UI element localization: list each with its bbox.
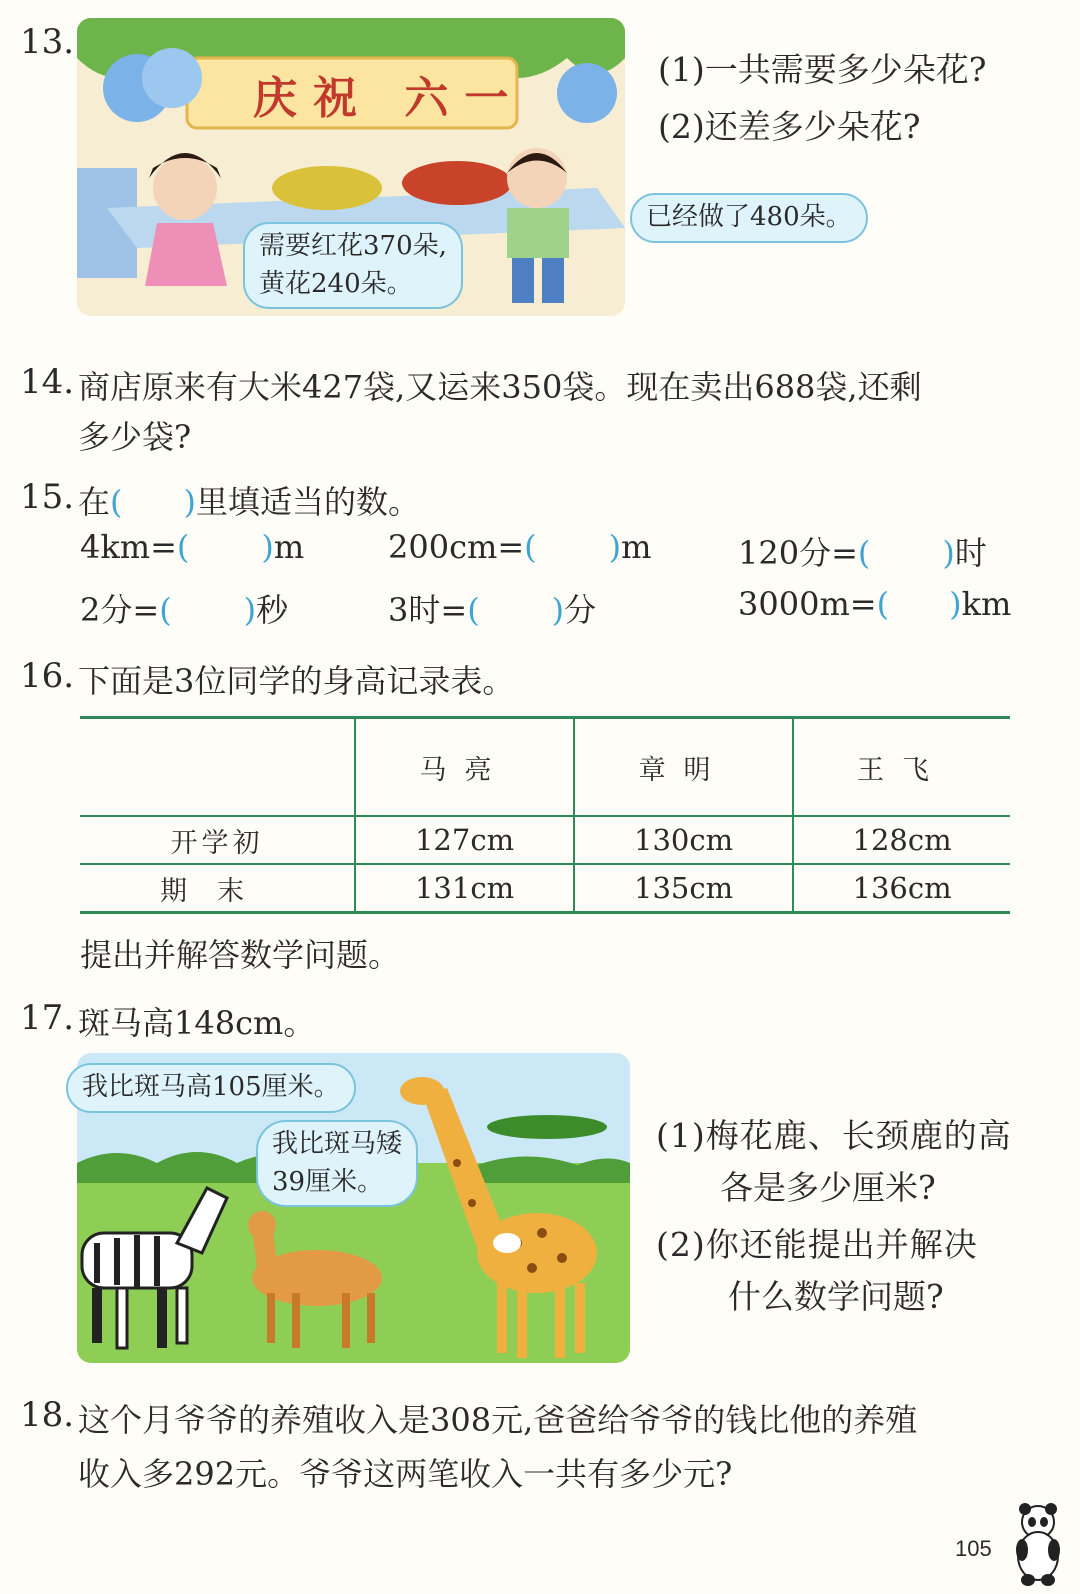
q18-line2: 收入多292元。爷爷这两笔收入一共有多少元?	[78, 1455, 733, 1493]
q15-item-left: 3000m=	[738, 585, 877, 623]
girl-bubble-line1: 需要红花370朵,	[259, 231, 447, 261]
q15-prompt-paren: ( )	[110, 483, 197, 521]
blank-close: )	[551, 591, 565, 629]
banner-text: 庆祝 六一	[253, 73, 525, 124]
table-cell: 131cm	[355, 864, 574, 913]
q15-item-left: 4km=	[80, 528, 177, 566]
q14-number: 14.	[20, 362, 75, 402]
q17-sub2-line1: (2)你还能提出并解决	[656, 1225, 978, 1264]
panda-icon	[1008, 1500, 1068, 1590]
q16-intro: 下面是3位同学的身高记录表。	[78, 662, 515, 700]
table-row	[80, 816, 1010, 864]
q18-number: 18.	[20, 1395, 75, 1435]
table-cell: 135cm	[574, 864, 793, 913]
q15-item-unit: m	[621, 528, 652, 566]
blank-close: )	[942, 534, 955, 572]
height-record-table	[80, 716, 1010, 914]
blank-open: (	[857, 534, 871, 572]
blank-close: )	[261, 528, 274, 566]
q16-task: 提出并解答数学问题。	[80, 936, 401, 974]
q17-sub1-line2: 各是多少厘米?	[720, 1168, 936, 1207]
q14-line1: 商店原来有大米427袋,又运来350袋。现在卖出688袋,还剩	[78, 368, 922, 406]
q15-item	[388, 585, 596, 631]
blank-open: (	[524, 528, 537, 566]
table-header-row	[80, 718, 1010, 817]
q17-number: 17.	[20, 998, 75, 1038]
table-cell: 136cm	[793, 864, 1010, 913]
q14-line2: 多少袋?	[78, 418, 192, 456]
blank-open: (	[467, 591, 480, 629]
q15-prompt-post: 里填适当的数。	[196, 483, 421, 521]
q15-item-unit: 时	[954, 534, 987, 572]
q15-item-unit: km	[961, 585, 1012, 623]
q15-item-left: 2分=	[80, 591, 160, 629]
blank-open: (	[159, 591, 172, 629]
q18-line1: 这个月爷爷的养殖收入是308元,爸爸给爷爷的钱比他的养殖	[78, 1401, 918, 1439]
deer-bubble-line2: 39厘米。	[272, 1166, 384, 1197]
deer-bubble-line1: 我比斑马矮	[272, 1129, 403, 1159]
q15-prompt-pre: 在	[78, 483, 111, 521]
table-cell: 127cm	[355, 816, 574, 864]
table-header-cell: 马亮	[355, 718, 574, 817]
q15-item-left: 3时=	[388, 591, 468, 629]
table-cell: 128cm	[793, 816, 1010, 864]
blank-close: )	[243, 591, 257, 629]
q15-item-left: 120分=	[738, 534, 858, 572]
q15-number: 15.	[20, 477, 75, 517]
q13-number: 13.	[20, 22, 75, 62]
q17-statement: 斑马高148cm。	[78, 1004, 316, 1042]
boy-speech-bubble: 已经做了480朵。	[630, 193, 868, 243]
girl-speech-bubble	[243, 222, 463, 309]
deer-speech-bubble	[256, 1120, 418, 1207]
page-number: 105	[955, 1536, 992, 1561]
blank-open: (	[176, 528, 190, 566]
q17-sub1-line1: (1)梅花鹿、长颈鹿的高	[656, 1116, 1012, 1155]
q15-item-unit: 秒	[256, 591, 289, 629]
q15-item-left: 200cm=	[388, 528, 525, 566]
giraffe-speech-bubble: 我比斑马高105厘米。	[66, 1063, 356, 1113]
table-header-cell: 王飞	[793, 718, 1010, 817]
q13-sub1: (1)一共需要多少朵花?	[658, 50, 987, 89]
row-label: 开学初	[80, 816, 355, 864]
q17-sub2-line2: 什么数学问题?	[728, 1277, 944, 1316]
q15-item	[80, 585, 288, 631]
q15-item	[388, 528, 651, 566]
table-row	[80, 864, 1010, 913]
q15-item-unit: 分	[564, 591, 597, 629]
row-label: 期末	[80, 864, 355, 913]
q15-item	[738, 585, 1011, 623]
q15-item	[738, 528, 987, 574]
blank-close: )	[608, 528, 622, 566]
q15-prompt	[78, 477, 420, 523]
table-header-cell	[80, 718, 355, 817]
blank-open: (	[876, 585, 890, 623]
table-header-cell: 章明	[574, 718, 793, 817]
table-cell: 130cm	[574, 816, 793, 864]
q16-number: 16.	[20, 656, 75, 696]
blank-close: )	[949, 585, 962, 623]
girl-bubble-line2: 黄花240朵。	[259, 268, 413, 299]
q15-item	[80, 528, 304, 566]
q13-sub2: (2)还差多少朵花?	[658, 107, 921, 146]
q15-item-unit: m	[273, 528, 305, 566]
